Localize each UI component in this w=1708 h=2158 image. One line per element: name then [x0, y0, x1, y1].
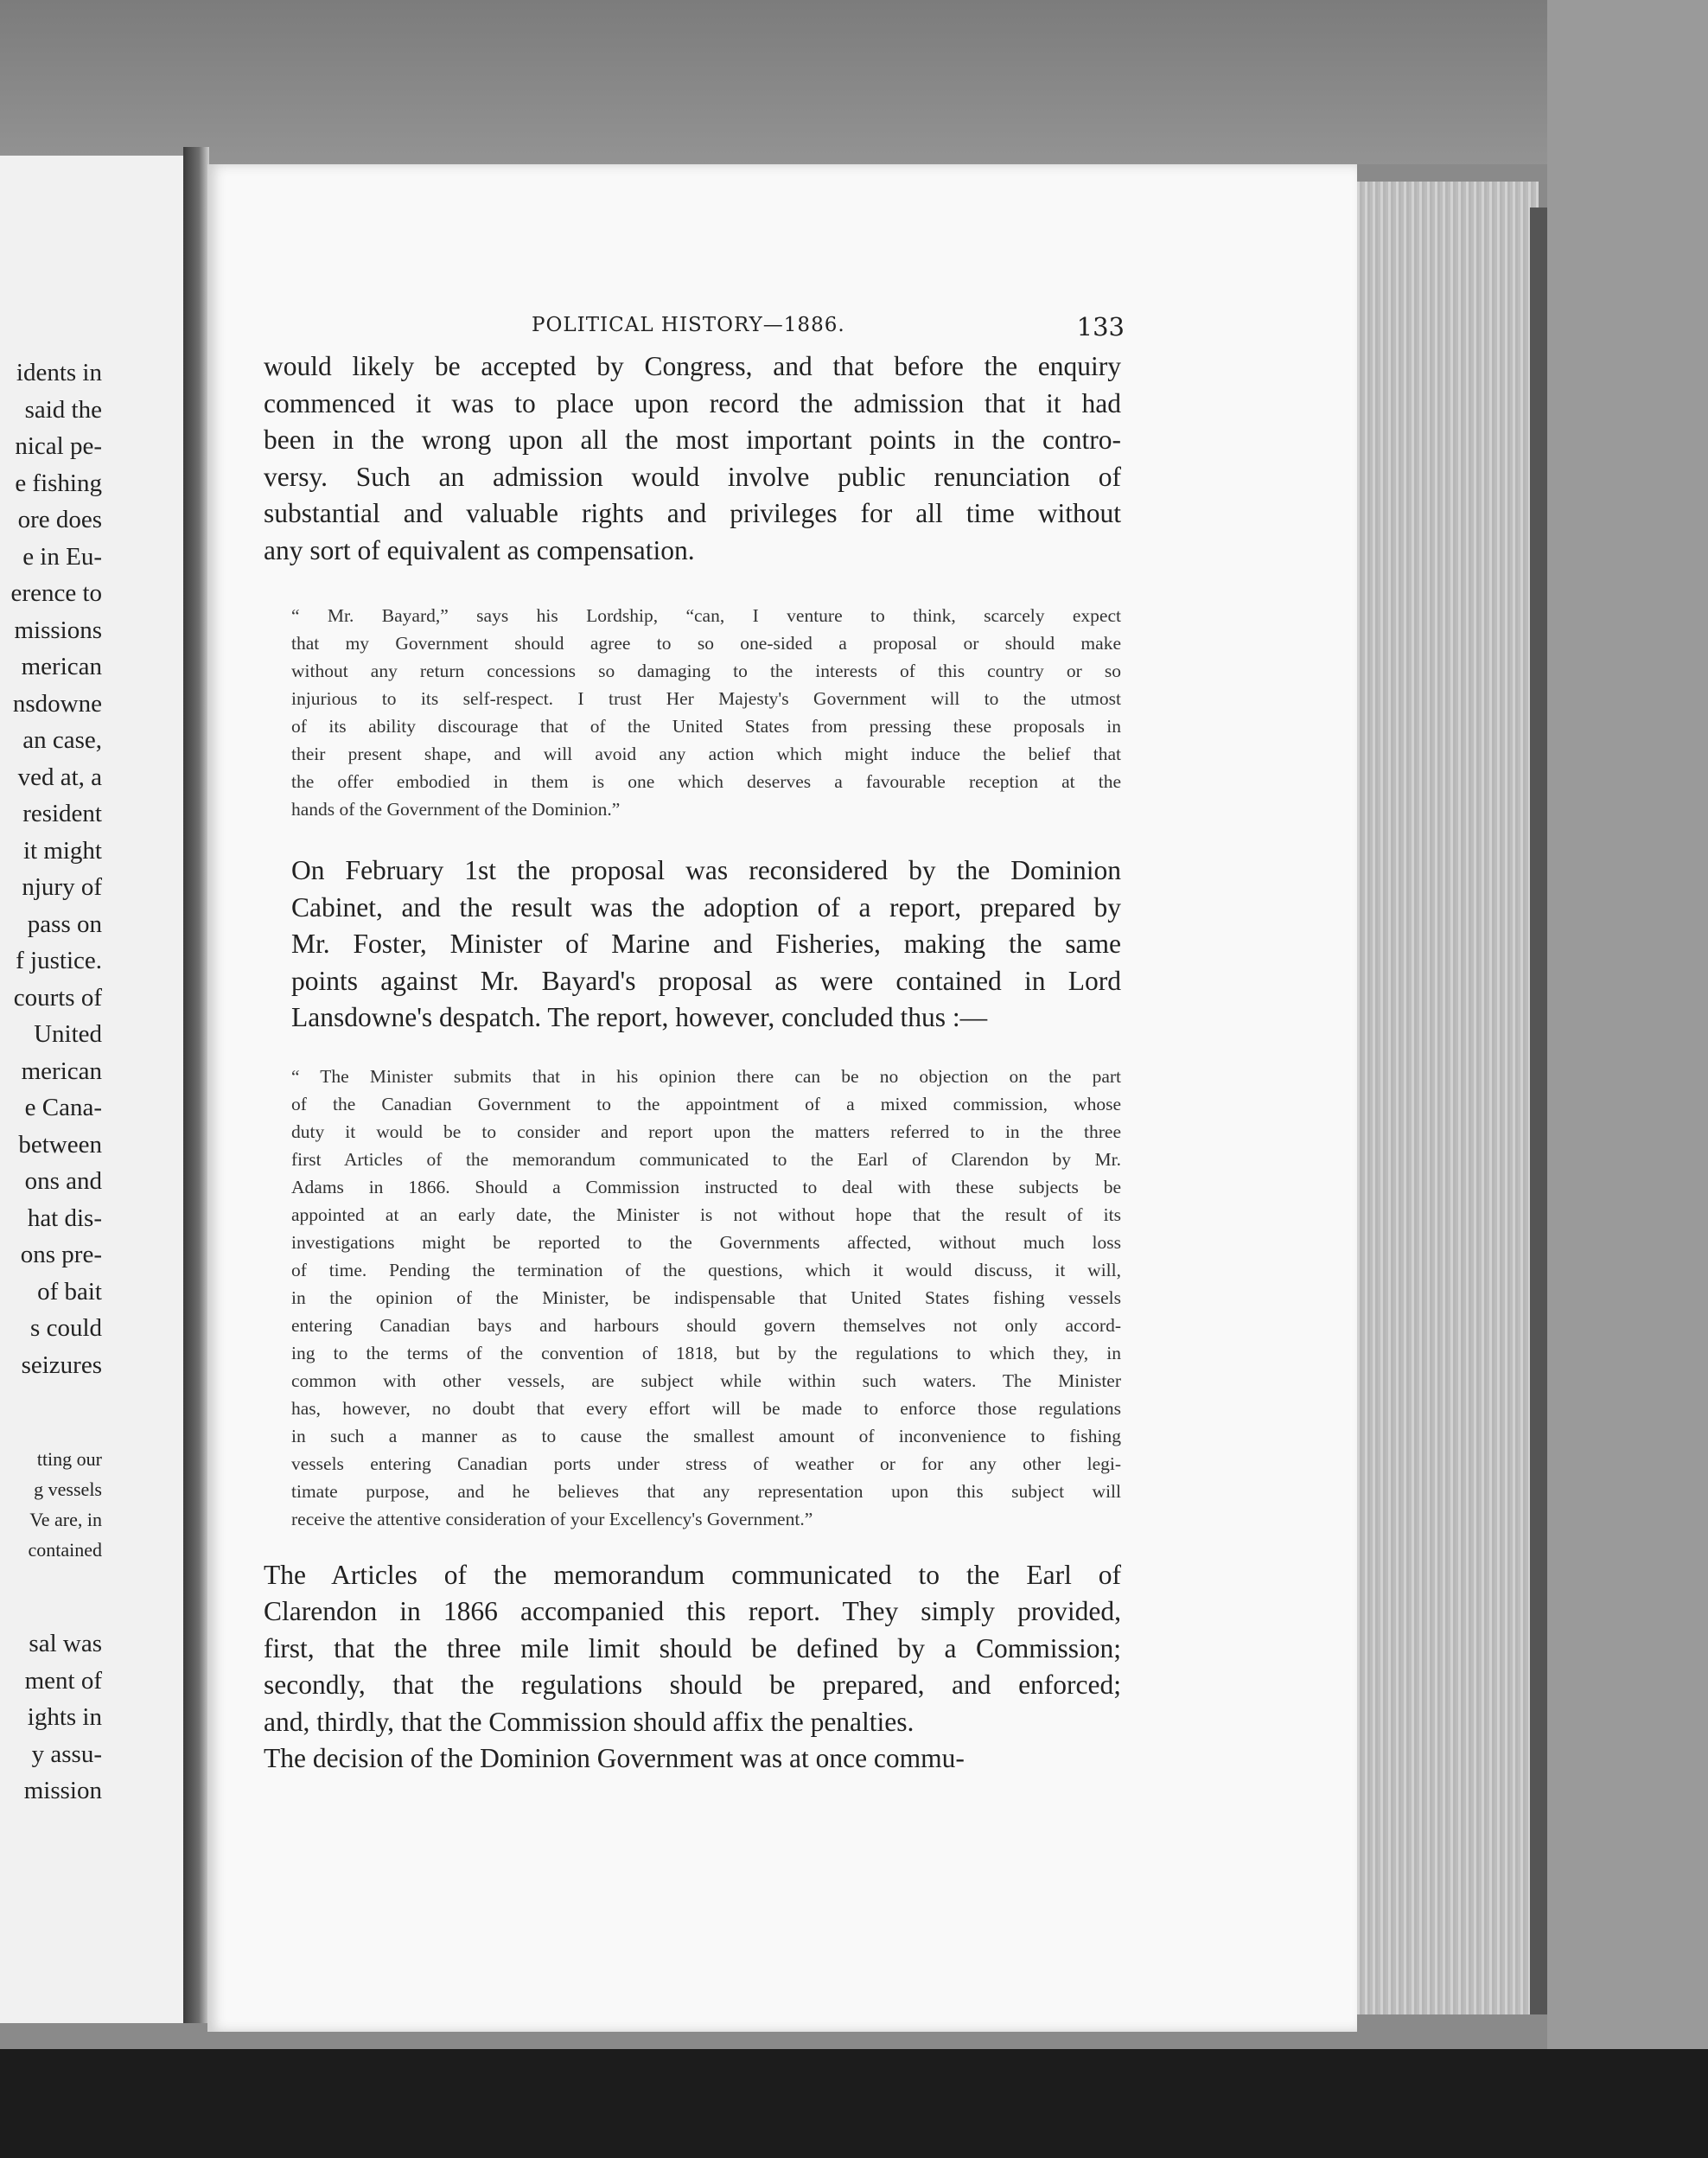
text-line: their present shape, and will avoid any action which might induce the belief that	[291, 744, 1121, 764]
text-line: appointed at an early date, the Minister is not without hope that the result of its	[291, 1204, 1121, 1225]
text-line: receive the attentive consideration of your Excellency's Government.”	[291, 1508, 813, 1529]
left-page-line: an case,	[22, 726, 102, 754]
text-line: commenced it was to place upon record the admission that it had	[264, 387, 1121, 418]
left-page-line: pass on	[27, 910, 102, 938]
left-page-line: merican	[21, 653, 102, 680]
left-page-line: merican	[21, 1057, 102, 1085]
paragraph-3	[264, 1557, 1121, 1741]
book-gutter	[183, 147, 209, 2023]
quote-minister	[264, 1063, 1121, 1533]
text-line: that my Government should agree to so one-sided a proposal or should make	[291, 633, 1121, 654]
left-page-line: ons pre-	[20, 1241, 102, 1268]
text-line: ing to the terms of the convention of 1818, but by the regulations to which they, in	[291, 1342, 1121, 1363]
text-line: in the opinion of the Minister, be indispensable that United States fishing vessels	[291, 1286, 1121, 1308]
left-page-line: e fishing	[15, 469, 102, 497]
text-line: injurious to its self-respect. I trust Her Majesty's Government will to the utmost	[291, 688, 1121, 709]
text-line: common with other vessels, are subject while within such waters. The Minister	[291, 1370, 1121, 1391]
left-page-line: y assu-	[31, 1740, 102, 1768]
text-line: of the Canadian Government to the appointment of a mixed commission, whose	[291, 1093, 1121, 1114]
left-page-line: e Cana-	[24, 1094, 102, 1121]
text-line: vessels entering Canadian ports under stress of weather or for any other legi-	[291, 1452, 1121, 1474]
left-page-line: ights in	[27, 1703, 102, 1731]
scan-background-top	[0, 0, 1708, 164]
text-line: points against Mr. Bayard's proposal as were contained in Lord	[291, 965, 1121, 996]
text-line: in such a manner as to cause the smallest amount of inconvenience to fishing	[291, 1425, 1121, 1446]
left-page-line: f justice.	[16, 947, 102, 974]
left-page-text	[11, 354, 102, 1810]
left-page-line: ore does	[17, 506, 102, 533]
left-page-line: courts of	[13, 983, 102, 1012]
left-page-line: United	[34, 1020, 102, 1048]
left-page-line: njury of	[22, 873, 102, 901]
left-page-line: contained	[28, 1539, 102, 1561]
text-line: On February 1st the proposal was reconsidered by the Dominion	[291, 855, 1121, 885]
left-page-line: said the	[24, 395, 102, 424]
page-number: 133	[1076, 312, 1125, 342]
scan-background-bottom	[0, 2049, 1708, 2158]
left-page-line: missions	[14, 616, 102, 644]
left-page-line: ment of	[24, 1666, 102, 1695]
text-line: first Articles of the memorandum communicated to the Earl of Clarendon by Mr.	[291, 1148, 1121, 1170]
left-page-line: s could	[30, 1314, 102, 1342]
text-line: and, thirdly, that the Commission should affix the penalties.	[264, 1706, 915, 1737]
text-line: entering Canadian bays and harbours should govern themselves not only accord-	[291, 1314, 1121, 1336]
text-line: Clarendon in 1866 accompanied this report. They simply provided,	[264, 1596, 1121, 1626]
left-page-line: idents in	[16, 359, 102, 386]
page-header	[264, 307, 1125, 347]
left-page-line: nical pe-	[15, 432, 102, 460]
page-content	[264, 307, 1125, 1778]
left-page-line: resident	[22, 800, 102, 827]
text-line: of time. Pending the termination of the questions, which it would discuss, it will,	[291, 1259, 1121, 1280]
left-page-line: Ve are, in	[29, 1509, 102, 1530]
left-page-line: mission	[23, 1777, 102, 1804]
scan-background-right	[1547, 0, 1708, 2158]
text-line: the offer embodied in them is one which deserves a favourable reception at the	[291, 771, 1121, 792]
text-line: Adams in 1866. Should a Commission instructed to deal with these subjects be	[291, 1176, 1121, 1197]
text-line: The decision of the Dominion Government was at once commu-	[264, 1743, 965, 1773]
left-page-line: e in Eu-	[22, 542, 102, 571]
left-page	[0, 156, 185, 2023]
text-line: any sort of equivalent as compensation.	[264, 534, 695, 565]
text-line: substantial and valuable rights and privileges for all time without	[264, 498, 1121, 528]
running-head: POLITICAL HISTORY—1886.	[532, 314, 845, 336]
text-line: duty it would be to consider and report upon the matters referred to in the three	[291, 1120, 1121, 1142]
text-line: Cabinet, and the result was the adoption of a report, prepared by	[291, 891, 1121, 923]
text-line: versy. Such an admission would involve public renunciation of	[264, 461, 1121, 492]
paragraph-2	[264, 852, 1121, 1037]
text-line: hands of the Government of the Dominion.”	[291, 799, 621, 820]
text-line: Mr. Foster, Minister of Marine and Fisheries, making the same	[291, 929, 1121, 959]
left-page-line: ons and	[24, 1167, 102, 1195]
text-line: investigations might be reported to the Governments affected, without much loss	[291, 1231, 1121, 1253]
text-line: Lansdowne's despatch. The report, however, concluded thus :—	[291, 1002, 988, 1032]
text-line: would likely be accepted by Congress, and that before the enquiry	[264, 351, 1121, 381]
text-line: been in the wrong upon all the most important points in the contro-	[264, 425, 1121, 455]
text-line: of its ability discourage that of the United States from pressing these proposals in	[291, 716, 1121, 737]
text-line: secondly, that the regulations should be prepared, and enforced;	[264, 1670, 1121, 1700]
text-line: first, that the three mile limit should be defined by a Commission;	[264, 1632, 1121, 1663]
page-edges	[1331, 182, 1539, 2014]
text-line: without any return concessions so damaging to the interests of this country or so	[291, 661, 1121, 681]
text-line: has, however, no doubt that every effort will be made to enforce those regulations	[291, 1397, 1121, 1419]
text-line: The Articles of the memorandum communicated to the Earl of	[264, 1559, 1121, 1590]
left-page-line: sal was	[29, 1630, 102, 1657]
left-page-line: it might	[22, 836, 102, 865]
quote-bayard	[264, 602, 1121, 823]
paragraph-4	[264, 1740, 1121, 1778]
left-page-line: tting our	[36, 1448, 102, 1470]
text-line: timate purpose, and he believes that any representation upon this subject will	[291, 1480, 1121, 1502]
left-page-line: g vessels	[34, 1478, 102, 1500]
left-page-line: seizures	[21, 1350, 102, 1379]
paragraph-1	[264, 348, 1121, 569]
left-page-line: nsdowne	[12, 689, 102, 718]
left-page-line: between	[18, 1130, 102, 1159]
left-page-line: erence to	[10, 579, 102, 607]
page-edges-shadow	[1530, 208, 1547, 2014]
text-line: “ The Minister submits that in his opinion there can be no objection on the part	[291, 1065, 1121, 1087]
text-line: “ Mr. Bayard,” says his Lordship, “can, I venture to think, scarcely expect	[291, 605, 1121, 626]
left-page-line: of bait	[37, 1277, 102, 1306]
left-page-line: hat dis-	[27, 1204, 102, 1232]
left-page-line: ved at, a	[17, 763, 102, 791]
